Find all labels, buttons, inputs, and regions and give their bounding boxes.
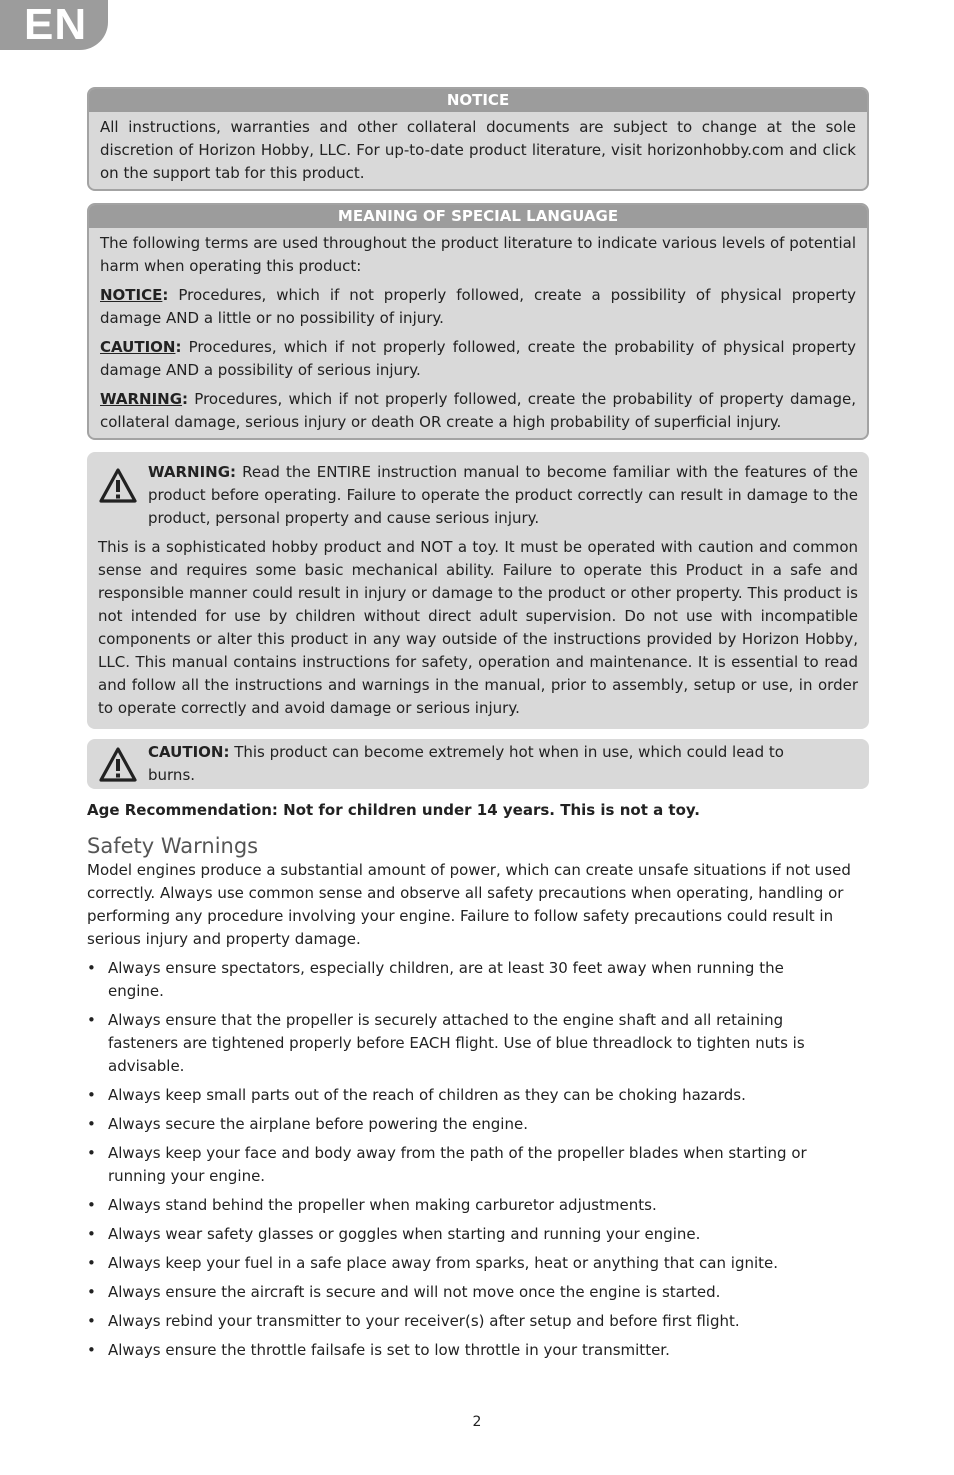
term-definition: Procedures, which if not properly followed, create the probability of physical property damage AND a possibility of serious injury. [100,338,856,379]
term-definition: Procedures, which if not properly followed, create a possibility of physical property damage AND a little or no possibility of injury. [100,286,856,327]
safety-list [87,957,869,1362]
notice-text: All instructions, warranties and other collateral documents are subject to change at the sole discretion of Horizon Hobby, LLC. For up-to-date product literature, visit horizonhobby.com and click on the support tab for this product. [100,118,856,182]
warning-triangle-icon [98,467,138,505]
term-colon: : [182,390,189,408]
page-number: 2 [472,1414,482,1430]
section-title-safety-warnings: Safety Warnings [87,834,259,858]
list-item: • Always rebind your transmitter to your receiver(s) after setup and before first flight. [87,1310,869,1333]
warning-box [87,452,869,729]
list-item: • Always ensure that the propeller is securely attached to the engine shaft and all retaining fasteners are tightened properly before EACH flight. Use of blue threadlock to tighten nuts is advisable. [87,1009,869,1078]
language-tab: EN [0,0,108,50]
notice-box [87,87,869,191]
caution-box [87,739,869,789]
term-label: WARNING [100,390,183,408]
term-label: NOTICE [100,286,163,304]
safety-intro: Model engines produce a substantial amount of power, which can create unsafe situations if not used correctly. Always use common sense and observe all safety precautions when operating, handling or performing any procedure involving your engine. Failure to follow safety precautions could result in serious injury and property damage. [87,861,851,948]
caution-label: CAUTION: [148,743,230,761]
list-item: • Always keep your face and body away from the path of the propeller blades when starting or running your engine. [87,1142,869,1188]
list-item: • Always stand behind the propeller when making carburetor adjustments. [87,1194,869,1217]
list-item: • Always keep your fuel in a safe place away from sparks, heat or anything that can ignite. [87,1252,869,1275]
caution-text [148,741,858,787]
special-language-header: MEANING OF SPECIAL LANGUAGE [89,205,867,228]
special-language-body [89,228,867,438]
notice-body [89,112,867,189]
page-content [87,87,869,1368]
term-definition: Procedures, which if not properly followed, create the probability of property damage, collateral damage, serious injury or death OR create a high probability of superficial injury. [100,390,856,431]
special-language-box [87,203,869,440]
warning-lead-row [98,461,858,530]
list-item: • Always keep small parts out of the reach of children as they can be choking hazards. [87,1084,869,1107]
age-recommendation: Age Recommendation: Not for children under 14 years. This is not a toy. [87,801,701,819]
special-language-intro: The following terms are used throughout the product literature to indicate various levels of potential harm when operating this product: [100,234,856,275]
list-item: • Always ensure the aircraft is secure and will not move once the engine is started. [87,1281,869,1304]
warning-label: WARNING: [148,463,237,481]
warning-lead-text [148,461,858,530]
list-item: • Always ensure the throttle failsafe is set to low throttle in your transmitter. [87,1339,869,1362]
warning-triangle-icon [98,746,138,784]
notice-header: NOTICE [89,89,867,112]
caution-row [98,741,858,787]
warning-paragraph: This is a sophisticated hobby product and NOT a toy. It must be operated with caution and common sense and requires some basic mechanical ability. Failure to operate this Product in a safe and responsible manner could result in injury or damage to the product or other property. This product is not intended for use by children without direct adult supervision. Do not use with incompatible components or alter this product in any way outside of the instructions provided by Horizon Hobby, LLC. This manual contains instructions for safety, operation and maintenance. It is essential to read and follow all the instructions and warnings in the manual, prior to assembly, setup or use, in order to operate correctly and avoid damage or serious injury. [98,538,858,717]
list-item: • Always wear safety glasses or goggles when starting and running your engine. [87,1223,869,1246]
term-caution [100,336,856,382]
caution-statement: This product can become extremely hot when in use, which could lead to burns. [148,743,784,784]
term-colon: : [175,338,182,356]
list-item: • Always ensure spectators, especially children, are at least 30 feet away when running the engine. [87,957,869,1003]
term-notice [100,284,856,330]
term-warning [100,388,856,434]
list-item: • Always secure the airplane before powering the engine. [87,1113,869,1136]
term-label: CAUTION [100,338,176,356]
warning-statement: Read the ENTIRE instruction manual to become familiar with the features of the product before operating. Failure to operate the product correctly can result in damage to the product, personal property and cause serious injury. [148,463,858,527]
term-colon: : [162,286,169,304]
